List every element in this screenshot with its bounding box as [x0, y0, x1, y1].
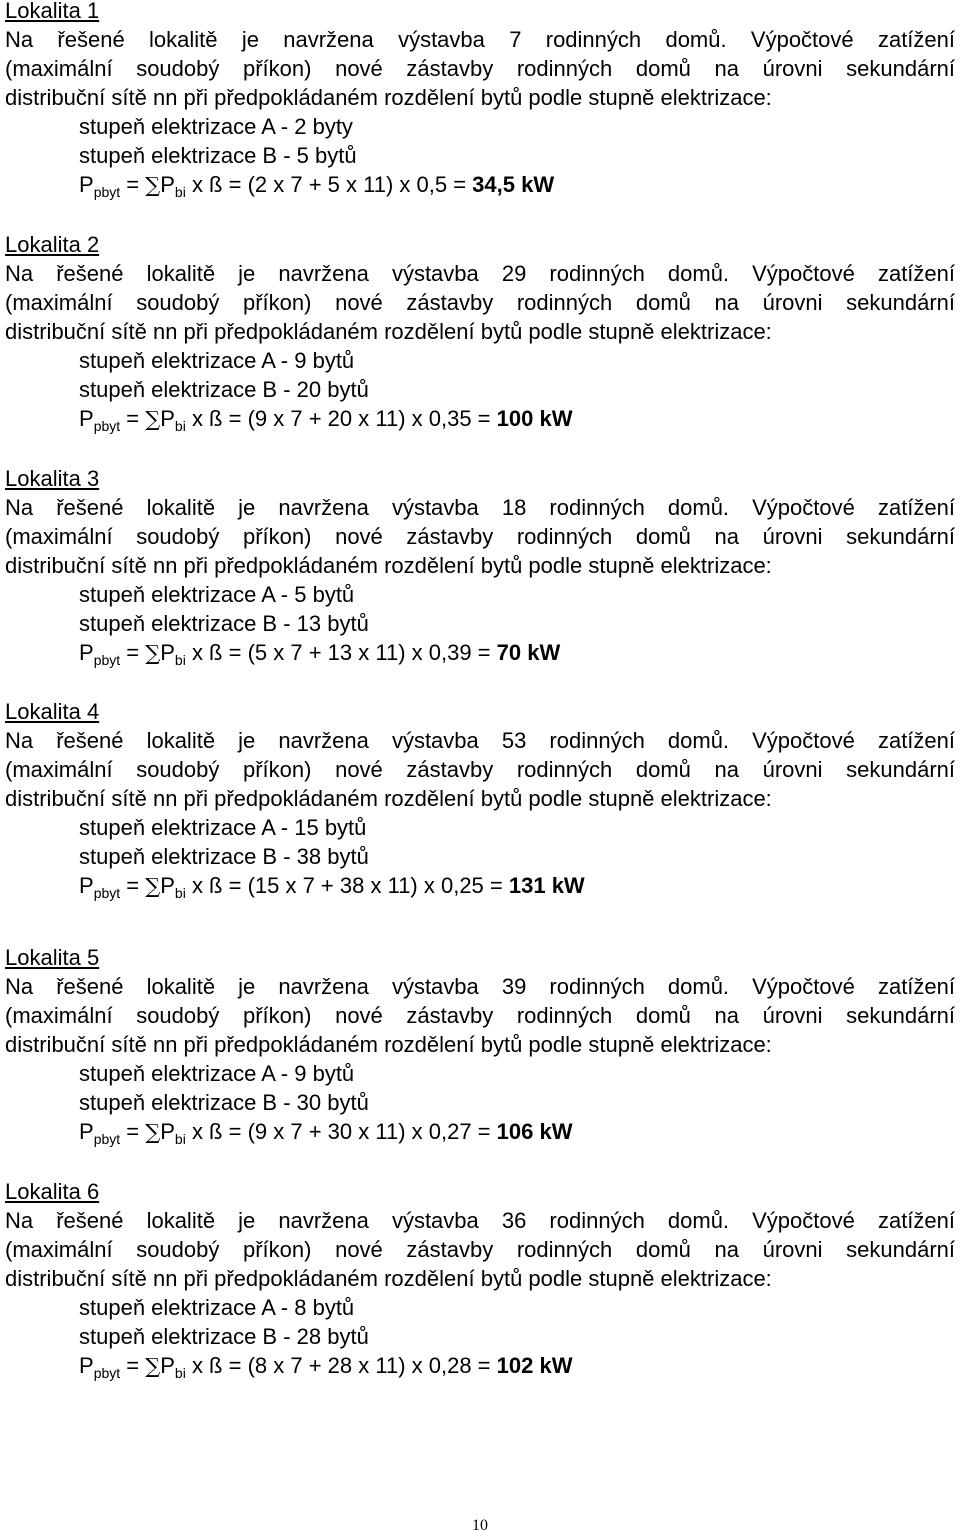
- formula-expression: x ß = (5 x 7 + 13 x 11) x 0,39 =: [185, 640, 497, 665]
- section-heading: Lokalita 5: [5, 945, 100, 970]
- item-elektrizace-a: stupeň elektrizace A - 5 bytů: [79, 582, 355, 607]
- sigma-symbol: ∑: [145, 1354, 161, 1378]
- formula-result: 34,5 kW: [472, 172, 555, 197]
- formula-pbi: P: [160, 406, 175, 431]
- paragraph-line: (maximální soudobý příkon) nové zástavby rodinných domů na úrovni sekundární: [5, 1003, 955, 1028]
- formula-result: 106 kW: [496, 1119, 573, 1144]
- sigma-symbol: ∑: [145, 641, 161, 665]
- paragraph-line: Na řešené lokalitě je navržena výstavba 29 rodinných domů. Výpočtové zatížení: [5, 261, 955, 286]
- section-heading: Lokalita 2: [5, 232, 100, 257]
- paragraph-line: Na řešené lokalitě je navržena výstavba 18 rodinných domů. Výpočtové zatížení: [5, 495, 955, 520]
- sigma-symbol: ∑: [145, 1120, 161, 1144]
- formula-p-subscript: pbyt: [93, 1131, 121, 1147]
- formula-pbi: P: [160, 172, 175, 197]
- paragraph-line: distribuční sítě nn při předpokládaném rozdělení bytů podle stupně elektrizace:: [5, 553, 772, 578]
- paragraph-line: distribuční sítě nn při předpokládaném rozdělení bytů podle stupně elektrizace:: [5, 319, 772, 344]
- formula-equals: =: [120, 1119, 146, 1144]
- formula-p: P: [79, 172, 94, 197]
- item-elektrizace-b: stupeň elektrizace B - 30 bytů: [79, 1090, 369, 1115]
- formula-p-subscript: pbyt: [93, 652, 121, 668]
- section-heading: Lokalita 6: [5, 1179, 100, 1204]
- formula-p-subscript: pbyt: [93, 184, 121, 200]
- formula-expression: x ß = (8 x 7 + 28 x 11) x 0,28 =: [185, 1353, 497, 1378]
- item-elektrizace-a: stupeň elektrizace A - 2 byty: [79, 114, 353, 139]
- formula-p: P: [79, 406, 94, 431]
- formula-pbi-subscript: bi: [174, 1365, 186, 1381]
- section-lokalita-5: [5, 943, 955, 1146]
- formula-result: 102 kW: [496, 1353, 573, 1378]
- paragraph-line: Na řešené lokalitě je navržena výstavba 7 rodinných domů. Výpočtové zatížení: [5, 27, 955, 52]
- item-elektrizace-b: stupeň elektrizace B - 20 bytů: [79, 377, 369, 402]
- sigma-symbol: ∑: [145, 407, 161, 431]
- formula-pbi-subscript: bi: [174, 885, 186, 901]
- paragraph-line: distribuční sítě nn při předpokládaném rozdělení bytů podle stupně elektrizace:: [5, 1266, 772, 1291]
- formula-equals: =: [120, 172, 146, 197]
- formula-pbi-subscript: bi: [174, 418, 186, 434]
- formula-p-subscript: pbyt: [93, 418, 121, 434]
- section-lokalita-6: [5, 1177, 955, 1380]
- formula-p: P: [79, 640, 94, 665]
- formula-pbi-subscript: bi: [174, 184, 186, 200]
- formula-result: 70 kW: [496, 640, 561, 665]
- paragraph-line: Na řešené lokalitě je navržena výstavba 39 rodinných domů. Výpočtové zatížení: [5, 974, 955, 999]
- item-elektrizace-a: stupeň elektrizace A - 15 bytů: [79, 815, 367, 840]
- page-number: 10: [472, 1517, 488, 1534]
- formula-equals: =: [120, 640, 146, 665]
- item-elektrizace-b: stupeň elektrizace B - 28 bytů: [79, 1324, 369, 1349]
- formula-p: P: [79, 1353, 94, 1378]
- section-heading: Lokalita 3: [5, 466, 100, 491]
- formula-equals: =: [120, 406, 146, 431]
- paragraph-line: (maximální soudobý příkon) nové zástavby rodinných domů na úrovni sekundární: [5, 757, 955, 782]
- formula-pbi: P: [160, 873, 175, 898]
- formula-expression: x ß = (2 x 7 + 5 x 11) x 0,5 =: [185, 172, 473, 197]
- formula-pbi-subscript: bi: [174, 652, 186, 668]
- paragraph-line: Na řešené lokalitě je navržena výstavba 53 rodinných domů. Výpočtové zatížení: [5, 728, 955, 753]
- paragraph-line: (maximální soudobý příkon) nové zástavby rodinných domů na úrovni sekundární: [5, 1237, 955, 1262]
- sigma-symbol: ∑: [145, 173, 161, 197]
- section-lokalita-3: [5, 464, 955, 667]
- paragraph-line: distribuční sítě nn při předpokládaném rozdělení bytů podle stupně elektrizace:: [5, 786, 772, 811]
- sigma-symbol: ∑: [145, 874, 161, 898]
- paragraph-line: Na řešené lokalitě je navržena výstavba 36 rodinných domů. Výpočtové zatížení: [5, 1208, 955, 1233]
- formula-line: [5, 170, 955, 199]
- section-lokalita-4: [5, 697, 955, 900]
- formula-line: [5, 1351, 955, 1380]
- formula-pbi: P: [160, 1353, 175, 1378]
- formula-pbi-subscript: bi: [174, 1131, 186, 1147]
- item-elektrizace-b: stupeň elektrizace B - 38 bytů: [79, 844, 369, 869]
- formula-expression: x ß = (9 x 7 + 20 x 11) x 0,35 =: [185, 406, 497, 431]
- paragraph-line: (maximální soudobý příkon) nové zástavby rodinných domů na úrovni sekundární: [5, 524, 955, 549]
- formula-expression: x ß = (15 x 7 + 38 x 11) x 0,25 =: [185, 873, 509, 898]
- paragraph-line: distribuční sítě nn při předpokládaném rozdělení bytů podle stupně elektrizace:: [5, 1032, 772, 1057]
- item-elektrizace-a: stupeň elektrizace A - 9 bytů: [79, 1061, 355, 1086]
- formula-equals: =: [120, 1353, 146, 1378]
- formula-p: P: [79, 1119, 94, 1144]
- paragraph-line: (maximální soudobý příkon) nové zástavby rodinných domů na úrovni sekundární: [5, 56, 955, 81]
- item-elektrizace-a: stupeň elektrizace A - 8 bytů: [79, 1295, 355, 1320]
- formula-equals: =: [120, 873, 146, 898]
- formula-p-subscript: pbyt: [93, 885, 121, 901]
- formula-expression: x ß = (9 x 7 + 30 x 11) x 0,27 =: [185, 1119, 497, 1144]
- paragraph-line: (maximální soudobý příkon) nové zástavby rodinných domů na úrovni sekundární: [5, 290, 955, 315]
- formula-result: 131 kW: [508, 873, 585, 898]
- formula-line: [5, 871, 955, 900]
- item-elektrizace-a: stupeň elektrizace A - 9 bytů: [79, 348, 355, 373]
- section-lokalita-2: [5, 230, 955, 433]
- item-elektrizace-b: stupeň elektrizace B - 13 bytů: [79, 611, 369, 636]
- formula-p: P: [79, 873, 94, 898]
- formula-result: 100 kW: [496, 406, 573, 431]
- formula-pbi: P: [160, 640, 175, 665]
- formula-line: [5, 638, 955, 667]
- formula-line: [5, 404, 955, 433]
- section-heading: Lokalita 1: [5, 0, 100, 23]
- paragraph-line: distribuční sítě nn při předpokládaném rozdělení bytů podle stupně elektrizace:: [5, 85, 772, 110]
- section-heading: Lokalita 4: [5, 699, 100, 724]
- formula-p-subscript: pbyt: [93, 1365, 121, 1381]
- section-lokalita-1: [5, 0, 955, 199]
- formula-pbi: P: [160, 1119, 175, 1144]
- item-elektrizace-b: stupeň elektrizace B - 5 bytů: [79, 143, 357, 168]
- formula-line: [5, 1117, 955, 1146]
